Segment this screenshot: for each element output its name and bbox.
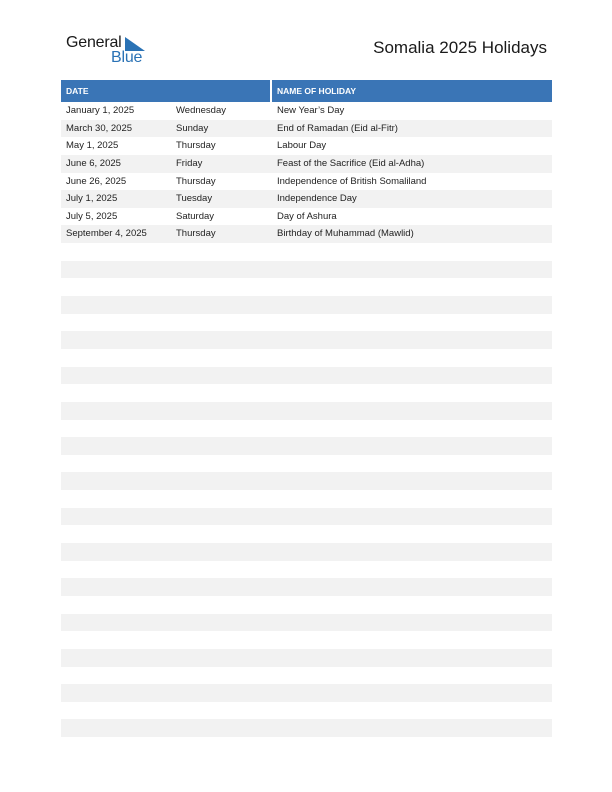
holiday-date: June 26, 2025: [66, 175, 127, 187]
holiday-date: July 5, 2025: [66, 210, 118, 222]
table-row: [61, 702, 552, 720]
holiday-name: Independence of British Somaliland: [277, 175, 427, 187]
holiday-name: Independence Day: [277, 193, 357, 205]
table-row: [61, 120, 552, 138]
holiday-name: End of Ramadan (Eid al-Fitr): [277, 122, 398, 134]
holiday-name: Birthday of Muhammad (Mawlid): [277, 228, 414, 240]
table-row: [61, 137, 552, 155]
holiday-date: September 4, 2025: [66, 228, 147, 240]
table-row: [61, 472, 552, 490]
page-title: Somalia 2025 Holidays: [373, 38, 547, 57]
holiday-weekday: Saturday: [176, 210, 215, 222]
holidays-table: [61, 80, 552, 737]
logo-word-general: General: [66, 34, 122, 51]
holiday-weekday: Thursday: [176, 140, 216, 152]
table-row: [61, 102, 552, 120]
table-row: [61, 367, 552, 385]
table-row: [61, 649, 552, 667]
table-header: [61, 80, 552, 102]
table-row: [61, 314, 552, 332]
table-row: [61, 190, 552, 208]
holiday-date: May 1, 2025: [66, 140, 119, 152]
table-row: [61, 225, 552, 243]
table-row: [61, 420, 552, 438]
holiday-weekday: Wednesday: [176, 105, 226, 116]
table-row: [61, 684, 552, 702]
table-row: [61, 596, 552, 614]
holiday-weekday: Tuesday: [176, 193, 213, 205]
table-row: [61, 402, 552, 420]
table-row: [61, 508, 552, 526]
table-row: [61, 243, 552, 261]
table-row: [61, 525, 552, 543]
table-row: [61, 173, 552, 191]
header-divider: [270, 80, 272, 102]
column-header-name: NAME OF HOLIDAY: [277, 86, 357, 96]
holiday-name: Labour Day: [277, 140, 327, 152]
holiday-name: New Year’s Day: [277, 105, 345, 116]
logo-word-blue: Blue: [111, 49, 143, 66]
table-row: [61, 455, 552, 473]
table-row: [61, 437, 552, 455]
table-row: [61, 667, 552, 685]
table-row: [61, 384, 552, 402]
holiday-date: January 1, 2025: [66, 105, 135, 116]
table-row: [61, 719, 552, 737]
holiday-date: July 1, 2025: [66, 193, 118, 205]
table-row: [61, 614, 552, 632]
table-row: [61, 208, 552, 226]
table-row: [61, 349, 552, 367]
holiday-date: June 6, 2025: [66, 157, 121, 169]
holiday-weekday: Thursday: [176, 175, 216, 187]
holiday-weekday: Friday: [176, 157, 203, 169]
table-row: [61, 543, 552, 561]
holiday-weekday: Sunday: [176, 122, 209, 134]
column-header-date: DATE: [66, 86, 89, 96]
table-body: [61, 102, 552, 737]
table-row: [61, 331, 552, 349]
table-row: [61, 631, 552, 649]
table-row: [61, 490, 552, 508]
holiday-weekday: Thursday: [176, 228, 216, 240]
table-row: [61, 278, 552, 296]
holiday-name: Feast of the Sacrifice (Eid al-Adha): [277, 157, 425, 169]
table-row: [61, 155, 552, 173]
holiday-name: Day of Ashura: [277, 210, 337, 222]
holiday-date: March 30, 2025: [66, 122, 133, 134]
generalblue-logo: [66, 34, 156, 68]
table-row: [61, 578, 552, 596]
table-row: [61, 296, 552, 314]
table-row: [61, 561, 552, 579]
table-row: [61, 261, 552, 279]
